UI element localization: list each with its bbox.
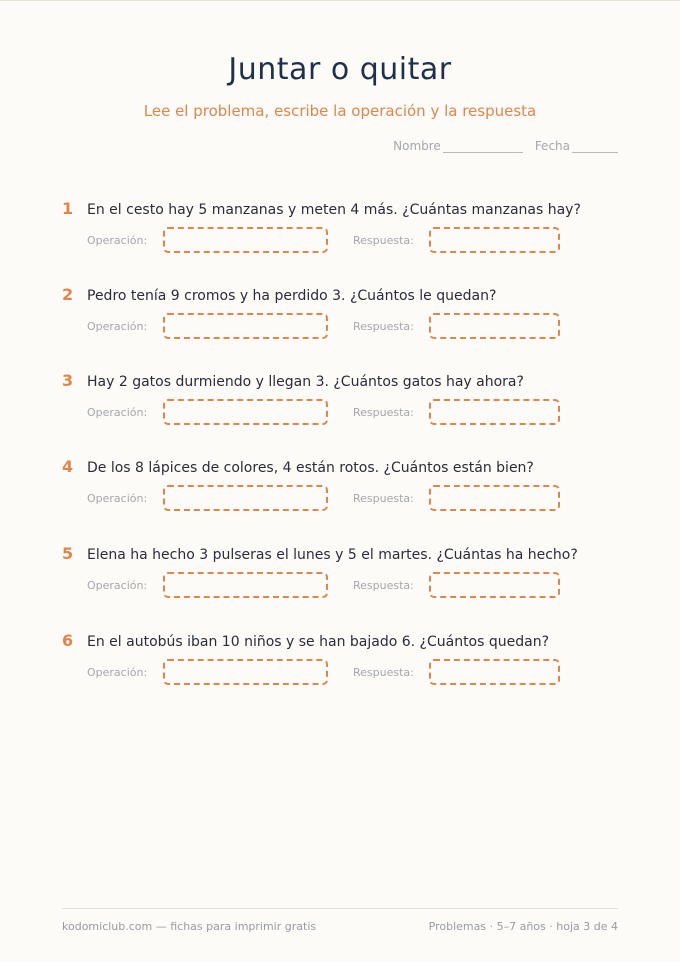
answer-box[interactable] xyxy=(429,313,560,339)
answer-row xyxy=(62,572,622,600)
name-line[interactable] xyxy=(443,140,523,153)
question xyxy=(62,371,622,393)
operation-box[interactable] xyxy=(163,572,328,598)
answer-box[interactable] xyxy=(429,227,560,253)
answer-row xyxy=(62,485,622,513)
question xyxy=(62,457,622,479)
answer-label: Respuesta: xyxy=(353,234,414,247)
answer-box[interactable] xyxy=(429,572,560,598)
problem-4 xyxy=(62,457,622,505)
footer-sheet-info: Problemas · 5–7 años · hoja 3 de 4 xyxy=(428,920,618,933)
problem-number: 5 xyxy=(62,544,74,563)
problem-number: 1 xyxy=(62,199,74,218)
date-label: Fecha xyxy=(534,139,570,153)
problem-text: En el cesto hay 5 manzanas y meten 4 más. ¿Cuántas manzanas hay? xyxy=(87,202,581,218)
answer-row xyxy=(62,227,622,255)
problem-number: 4 xyxy=(62,457,74,476)
answer-label: Respuesta: xyxy=(353,492,414,505)
name-label: Nombre xyxy=(393,139,441,153)
operation-label: Operación: xyxy=(87,492,148,505)
problem-text: Pedro tenía 9 cromos y ha perdido 3. ¿Cuántos le quedan? xyxy=(87,288,497,304)
answer-row xyxy=(62,659,622,687)
page-subtitle: Lee el problema, escribe la operación y la respuesta xyxy=(143,102,537,120)
problem-number: 3 xyxy=(62,371,74,390)
date-line[interactable] xyxy=(572,140,618,153)
footer-divider xyxy=(62,908,618,909)
footer-site-text: kodomiclub.com — fichas para imprimir gratis xyxy=(62,920,317,933)
top-rule xyxy=(0,0,680,1)
problem-2 xyxy=(62,285,622,333)
operation-label: Operación: xyxy=(87,320,148,333)
name-date-row xyxy=(393,139,618,153)
problem-text: Hay 2 gatos durmiendo y llegan 3. ¿Cuántos gatos hay ahora? xyxy=(87,374,524,390)
problem-1 xyxy=(62,199,622,247)
answer-row xyxy=(62,399,622,427)
problem-number: 2 xyxy=(62,285,74,304)
answer-box[interactable] xyxy=(429,399,560,425)
operation-label: Operación: xyxy=(87,234,148,247)
question xyxy=(62,285,622,307)
operation-label: Operación: xyxy=(87,406,148,419)
operation-label: Operación: xyxy=(87,666,148,679)
problem-3 xyxy=(62,371,622,419)
question xyxy=(62,544,622,566)
operation-box[interactable] xyxy=(163,227,328,253)
answer-box[interactable] xyxy=(429,659,560,685)
operation-box[interactable] xyxy=(163,659,328,685)
operation-label: Operación: xyxy=(87,579,148,592)
problem-text: De los 8 lápices de colores, 4 están rotos. ¿Cuántos están bien? xyxy=(87,460,534,476)
question xyxy=(62,631,622,653)
problem-text: En el autobús iban 10 niños y se han bajado 6. ¿Cuántos quedan? xyxy=(87,634,550,650)
operation-box[interactable] xyxy=(163,485,328,511)
problem-text: Elena ha hecho 3 pulseras el lunes y 5 el martes. ¿Cuántas ha hecho? xyxy=(87,547,578,563)
problem-6 xyxy=(62,631,622,679)
operation-box[interactable] xyxy=(163,313,328,339)
answer-label: Respuesta: xyxy=(353,666,414,679)
operation-box[interactable] xyxy=(163,399,328,425)
question xyxy=(62,199,622,221)
answer-label: Respuesta: xyxy=(353,579,414,592)
problem-number: 6 xyxy=(62,631,74,650)
answer-label: Respuesta: xyxy=(353,320,414,333)
problem-5 xyxy=(62,544,622,592)
page-title: Juntar o quitar xyxy=(228,52,452,87)
answer-box[interactable] xyxy=(429,485,560,511)
answer-row xyxy=(62,313,622,341)
answer-label: Respuesta: xyxy=(353,406,414,419)
